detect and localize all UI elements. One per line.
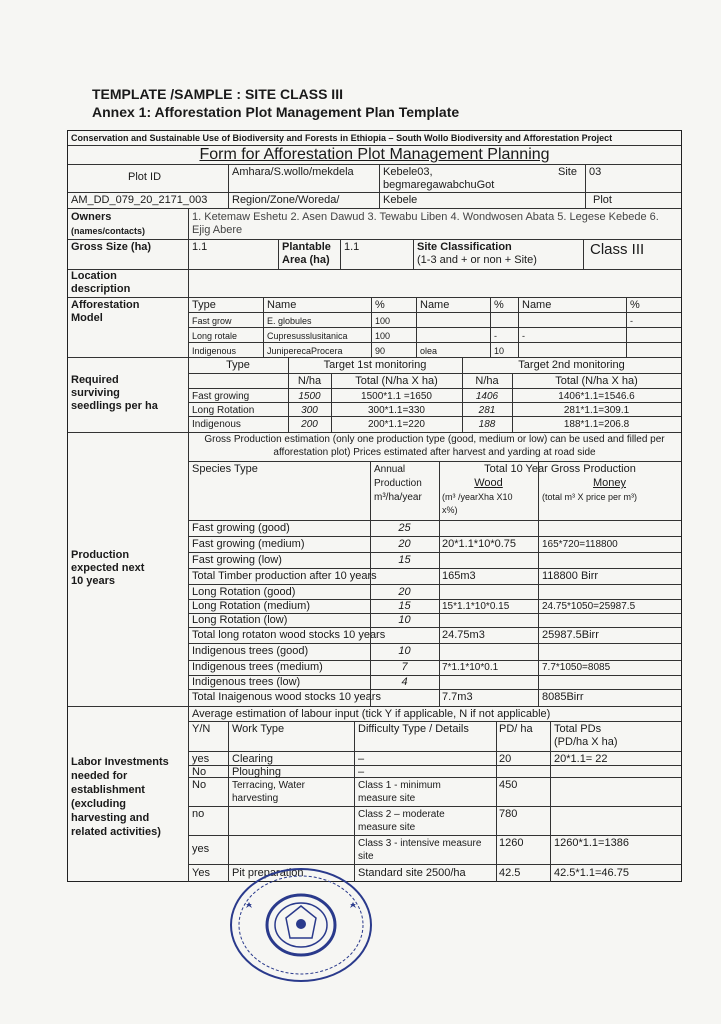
kebele-value: Kebele03, begmaregawabchuGot xyxy=(383,166,495,191)
money-header: Money xyxy=(592,477,627,489)
labor-note: Average estimation of labour input (tick Y if applicable, N if not applicable) xyxy=(192,708,551,720)
seedling-cell: 281*1.1=309.1 xyxy=(563,405,630,416)
production-row-annual: 15 xyxy=(398,600,411,612)
aff-cell: 10 xyxy=(494,346,505,356)
site-class-value: Class III xyxy=(590,241,645,258)
plot-label: Plot xyxy=(593,194,612,206)
plot-id-label: Plot ID xyxy=(128,171,162,183)
production-total-label: Total Inaigenous wood stocks 10 years xyxy=(192,691,381,703)
aff-cell: - xyxy=(630,316,633,326)
production-row-money: 25987.5Birr xyxy=(542,629,599,641)
labor-cell: 42.5 xyxy=(499,867,521,879)
gross-size-label: Gross Size (ha) xyxy=(71,241,152,253)
plot-management-form xyxy=(67,130,682,882)
production-row-annual: 10 xyxy=(398,645,411,657)
wood-unit: (m³ /yearXha X10 x%) xyxy=(442,492,513,515)
production-row-label: Long Rotation (good) xyxy=(192,586,296,598)
production-row-wood: 20*1.1*10*0.75 xyxy=(442,538,517,550)
site-class-sub: (1-3 and + or non + Site) xyxy=(417,254,537,266)
production-row-annual: 20 xyxy=(398,538,411,550)
seedling-cell: 300*1.1=330 xyxy=(367,405,425,416)
seedling-cell: 200*1.1=220 xyxy=(367,419,425,430)
seedling-cell: Indigenous xyxy=(192,419,241,430)
seedling-cell: 200 xyxy=(301,419,318,430)
labor-cell: Yes xyxy=(192,867,210,879)
labor-cell: 1260 xyxy=(499,837,524,849)
labor-cell: Class 3 - intensive measure site xyxy=(358,838,482,862)
labor-cell: 1260*1.1=1386 xyxy=(554,837,629,849)
plantable-value: 1.1 xyxy=(344,241,360,253)
location-value: Amhara/S.wollo/mekdela xyxy=(232,166,354,178)
production-note: Gross Production estimation (only one production type (good, medium or low) can be used and filled per afforestation plot) Prices estimated after harvest and yarding at road side xyxy=(204,434,665,458)
aff-cell: Long rotale xyxy=(192,331,238,341)
labor-cell: 450 xyxy=(499,779,518,791)
aff-header-type: Type xyxy=(192,299,216,311)
afforestation-model-label: Afforestation Model xyxy=(71,299,140,324)
labor-header-totalpds: Total PDs (PD/ha X ha) xyxy=(554,723,618,748)
production-label: Production expected next 10 years xyxy=(71,549,145,587)
project-name: Conservation and Sustainable Use of Biodiversity and Forests in Ethiopia – South Wollo Biodiversity and Afforestation Project xyxy=(71,133,613,143)
production-row-annual: 10 xyxy=(398,614,411,626)
aff-cell: - xyxy=(494,331,497,341)
aff-header-name: Name xyxy=(267,299,297,311)
labor-cell: yes xyxy=(192,753,210,765)
region-label: Region/Zone/Woreda/ xyxy=(232,194,340,206)
aff-cell: Indigenous xyxy=(192,346,237,356)
labor-header-pdha: PD/ ha xyxy=(499,723,533,735)
nha-header: N/ha xyxy=(297,375,322,387)
production-row-annual: 7 xyxy=(401,661,408,673)
production-row-label: Indigenous trees (low) xyxy=(192,676,301,688)
seedling-cell: Fast growing xyxy=(192,391,250,402)
production-row-label: Fast growing (good) xyxy=(192,522,290,534)
seedling-cell: 1406*1.1=1546.6 xyxy=(558,391,635,402)
aff-header-pct: % xyxy=(494,299,504,311)
species-type-header: Species Type xyxy=(192,463,258,475)
labor-cell: 20 xyxy=(499,753,512,765)
money-unit: (total m³ X price per m³) xyxy=(542,492,638,502)
production-row-label: Long Rotation (medium) xyxy=(192,600,311,612)
aff-cell: 90 xyxy=(375,346,386,356)
production-row-wood: 7*1.1*10*0.1 xyxy=(442,662,499,673)
nha-header: N/ha xyxy=(475,375,499,387)
production-row-annual: 25 xyxy=(398,522,411,534)
labor-header-difficulty: Difficulty Type / Details xyxy=(358,723,469,735)
labor-cell: Class 2 – moderate measure site xyxy=(358,809,445,833)
plantable-label: Plantable Area (ha) xyxy=(282,241,331,266)
seedling-cell: 1500*1.1 =1650 xyxy=(361,391,432,402)
template-title: TEMPLATE /SAMPLE : SITE CLASS III xyxy=(92,86,343,102)
aff-header-name: Name xyxy=(522,299,552,311)
target2-header: Target 2nd monitoring xyxy=(518,359,625,371)
production-total-label: Total Timber production after 10 years xyxy=(192,570,377,582)
production-row-annual: 20 xyxy=(398,586,411,598)
labor-cell: – xyxy=(358,766,365,778)
aff-header-pct: % xyxy=(630,299,640,311)
aff-cell: olea xyxy=(420,346,438,356)
seedling-cell: 188 xyxy=(478,419,496,430)
annual-production-header: Annual Production m³/ha/year xyxy=(374,464,422,503)
labor-header-yn: Y/N xyxy=(192,723,211,735)
production-total-label: Total long rotaton wood stocks 10 years xyxy=(192,629,386,641)
labor-cell: Ploughing xyxy=(232,766,281,778)
wood-header: Wood xyxy=(474,477,503,489)
aff-cell: 100 xyxy=(375,316,391,326)
production-row-money: 24.75*1050=25987.5 xyxy=(542,601,636,612)
kebele-label: Kebele xyxy=(383,194,418,206)
production-row-wood: 7.7m3 xyxy=(442,691,473,703)
target1-header: Target 1st monitoring xyxy=(323,359,427,371)
seedling-cell: 300 xyxy=(301,405,318,416)
gross-size-value: 1.1 xyxy=(192,241,208,253)
production-row-label: Fast growing (medium) xyxy=(192,538,305,550)
site-class-label: Site Classification xyxy=(417,241,512,253)
labor-cell: yes xyxy=(192,843,210,855)
labor-cell: No xyxy=(192,766,207,778)
production-row-money: 8085Birr xyxy=(542,691,584,703)
aff-cell: Cupresusslusitanica xyxy=(267,331,348,341)
production-row-label: Indigenous trees (good) xyxy=(192,645,309,657)
labor-header-worktype: Work Type xyxy=(232,723,285,735)
production-row-label: Long Rotation (low) xyxy=(192,614,288,626)
labor-cell: 42.5*1.1=46.75 xyxy=(554,867,629,879)
production-row-wood: 15*1.1*10*0.15 xyxy=(442,601,510,612)
seedlings-type-header: Type xyxy=(226,359,250,371)
labor-cell: – xyxy=(358,753,365,765)
production-row-label: Fast growing (low) xyxy=(192,554,282,566)
owners-label: Owners xyxy=(71,211,112,223)
labor-cell: Pit preparation xyxy=(232,867,304,879)
aff-cell: - xyxy=(522,331,525,341)
owners-sub: (names/contacts) xyxy=(71,226,146,236)
aff-cell: E. globules xyxy=(267,316,312,326)
labor-cell: Terracing, Water harvesting xyxy=(232,780,305,804)
seedling-cell: 188*1.1=206.8 xyxy=(563,419,630,430)
labor-label: Labor Investments needed for establishment (excluding harvesting and related activities) xyxy=(71,756,169,838)
production-row-money: 7.7*1050=8085 xyxy=(542,662,611,673)
aff-header-pct: % xyxy=(375,299,385,311)
aff-cell: 100 xyxy=(375,331,391,341)
aff-cell: JuniperecaProcera xyxy=(267,346,343,356)
production-row-wood: 165m3 xyxy=(442,570,476,582)
labor-cell: 20*1.1= 22 xyxy=(554,753,608,765)
location-description-label: Location description xyxy=(71,270,131,295)
annex-title: Annex 1: Afforestation Plot Management Plan Template xyxy=(92,104,460,120)
aff-cell: Fast grow xyxy=(192,316,232,326)
plot-code: AM_DD_079_20_2171_003 xyxy=(71,194,208,206)
total10-header: Total 10 Year Gross Production xyxy=(484,463,636,475)
production-row-money: 118800 Birr xyxy=(542,570,599,582)
labor-cell: Clearing xyxy=(232,753,273,765)
aff-header-name: Name xyxy=(420,299,450,311)
production-row-annual: 4 xyxy=(401,676,408,688)
official-seal-stamp xyxy=(228,866,374,984)
seedling-cell: 281 xyxy=(478,405,496,416)
labor-cell: Class 1 - minimum measure site xyxy=(358,780,441,804)
production-row-annual: 15 xyxy=(398,554,411,566)
seedling-cell: 1500 xyxy=(298,391,321,402)
site-label: Site xyxy=(558,166,577,178)
seedling-cell: 1406 xyxy=(475,391,499,402)
production-row-wood: 24.75m3 xyxy=(442,629,485,641)
site-value: 03 xyxy=(589,166,602,178)
seedling-cell: Long Rotation xyxy=(192,405,255,416)
seedlings-label: Required surviving seedlings per ha xyxy=(71,374,158,412)
labor-cell: Standard site 2500/ha xyxy=(358,867,466,879)
total-header: Total (N/ha X ha) xyxy=(355,375,438,387)
production-row-money: 165*720=118800 xyxy=(542,539,618,550)
labor-cell: no xyxy=(192,808,205,820)
labor-cell: 780 xyxy=(499,808,518,820)
owners-value: 1. Ketemaw Eshetu 2. Asen Dawud 3. Tewabu Liben 4. Wondwosen Abata 5. Legese Kebede 6. Ejig Abere xyxy=(192,211,659,236)
form-title: Form for Afforestation Plot Management Planning xyxy=(199,146,550,163)
labor-cell: No xyxy=(192,779,207,791)
total-header: Total (N/ha X ha) xyxy=(555,375,638,387)
production-row-label: Indigenous trees (medium) xyxy=(192,661,323,673)
